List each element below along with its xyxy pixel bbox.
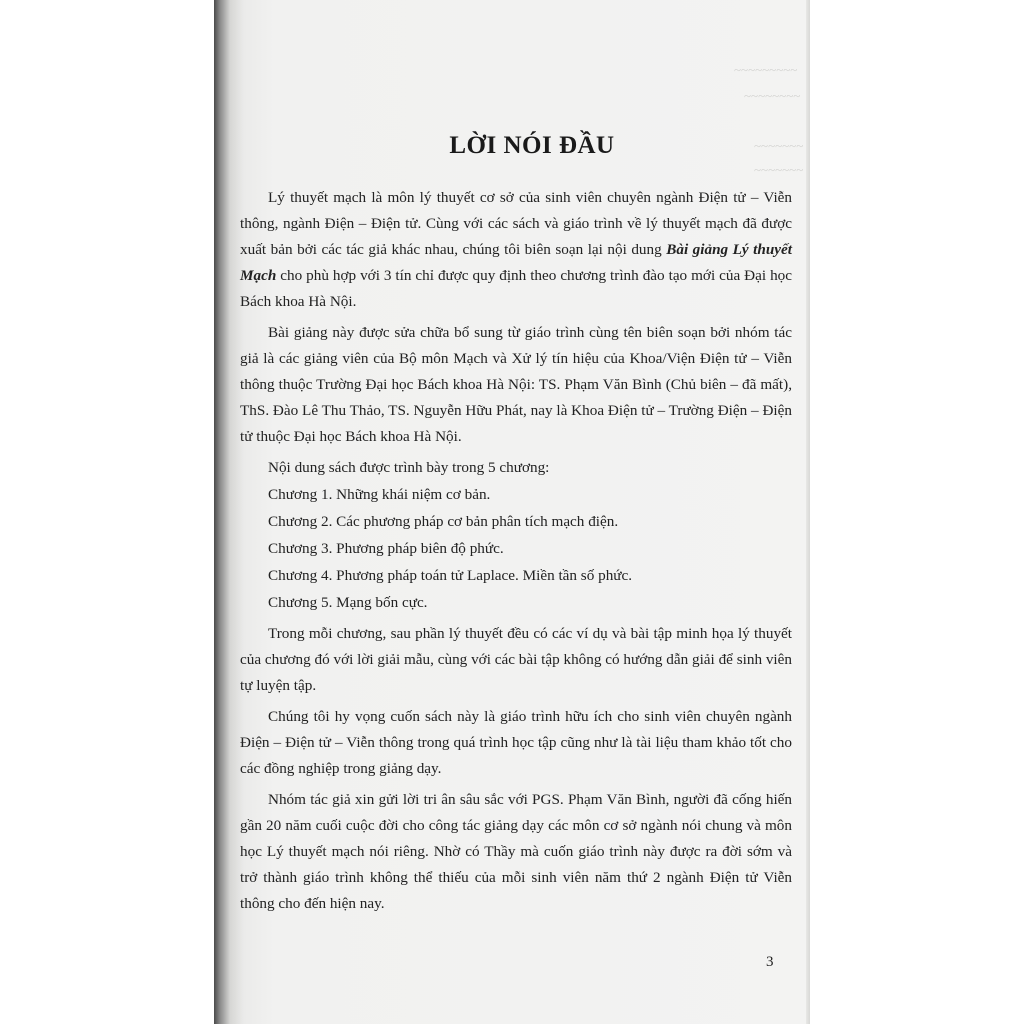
paragraph-intro-text: Lý thuyết mạch là môn lý thuyết cơ sở của sinh viên chuyên ngành Điện tử – Viễn thông, ngành Điện – Điện tử. Cùng với các sách và giáo trình về lý thuyết mạch đã được xuất bản bởi các tác giả khác nhau, chúng tôi biên soạn lại nội dung (240, 189, 792, 258)
body-text (240, 185, 792, 922)
page-title: LỜI NÓI ĐẦU (449, 132, 615, 159)
paragraph-contents-intro: Nội dung sách được trình bày trong 5 chương: (268, 459, 550, 476)
bleed-through: ~~~~~~~ (754, 138, 804, 153)
bleed-through: ~~~~~~~ (754, 162, 804, 177)
paragraph-intro-text-end: cho phù hợp với 3 tín chỉ được quy định theo chương trình đào tạo mới của Đại học Bách khoa Hà Nội. (240, 267, 792, 310)
page-number: 3 (766, 954, 774, 970)
paragraph-exercises: Trong mỗi chương, sau phần lý thuyết đều có các ví dụ và bài tập minh họa lý thuyết của chương đó với lời giải mẫu, cùng với các bài tập không có hướng dẫn giải để sinh viên tự luyện tập. (240, 625, 792, 694)
chapter-item: Chương 1. Những khái niệm cơ bản. (268, 486, 491, 503)
paragraph-authors: Bài giảng này được sửa chữa bổ sung từ giáo trình cùng tên biên soạn bởi nhóm tác giả là các giảng viên của Bộ môn Mạch và Xử lý tín hiệu của Khoa/Viện Điện tử – Viễn thông thuộc Trường Đại học Bách khoa Hà Nội: TS. Phạm Văn Bình (Chủ biên – đã mất), ThS. Đào Lê Thu Thảo, TS. Nguyễn Hữu Phát, nay là Khoa Điện tử – Trường Điện – Điện tử thuộc Đại học Bách khoa Hà Nội. (240, 324, 792, 445)
paragraph-hope: Chúng tôi hy vọng cuốn sách này là giáo trình hữu ích cho sinh viên chuyên ngành Điện – Điện tử – Viễn thông trong quá trình học tập cũng như là tài liệu tham khảo tốt cho các đồng nghiệp trong giảng dạy. (240, 708, 792, 777)
book-page (214, 0, 810, 1024)
chapter-item: Chương 5. Mạng bốn cực. (268, 594, 428, 611)
paragraph-gratitude: Nhóm tác giả xin gửi lời tri ân sâu sắc với PGS. Phạm Văn Bình, người đã cống hiến gần 20 năm cuối cuộc đời cho công tác giảng dạy các môn cơ sở ngành nói chung và môn học Lý thuyết mạch nói riêng. Nhờ có Thầy mà cuốn giáo trình này được ra đời sớm và trở thành giáo trình không thể thiếu của mỗi sinh viên năm thứ 2 ngành Điện tử Viễn thông cho đến hiện nay. (240, 791, 792, 912)
chapter-item: Chương 2. Các phương pháp cơ bản phân tích mạch điện. (268, 513, 619, 530)
chapter-item: Chương 3. Phương pháp biên độ phức. (268, 540, 504, 557)
bleed-through: ~~~~~~~~ (744, 88, 801, 103)
bleed-through: ~~~~~~~~~ (734, 62, 798, 77)
book-title-emphasis: Bài giảng Lý thuyết Mạch (240, 241, 792, 284)
chapter-item: Chương 4. Phương pháp toán tử Laplace. Miền tần số phức. (268, 567, 633, 584)
paragraph-intro (240, 185, 792, 315)
